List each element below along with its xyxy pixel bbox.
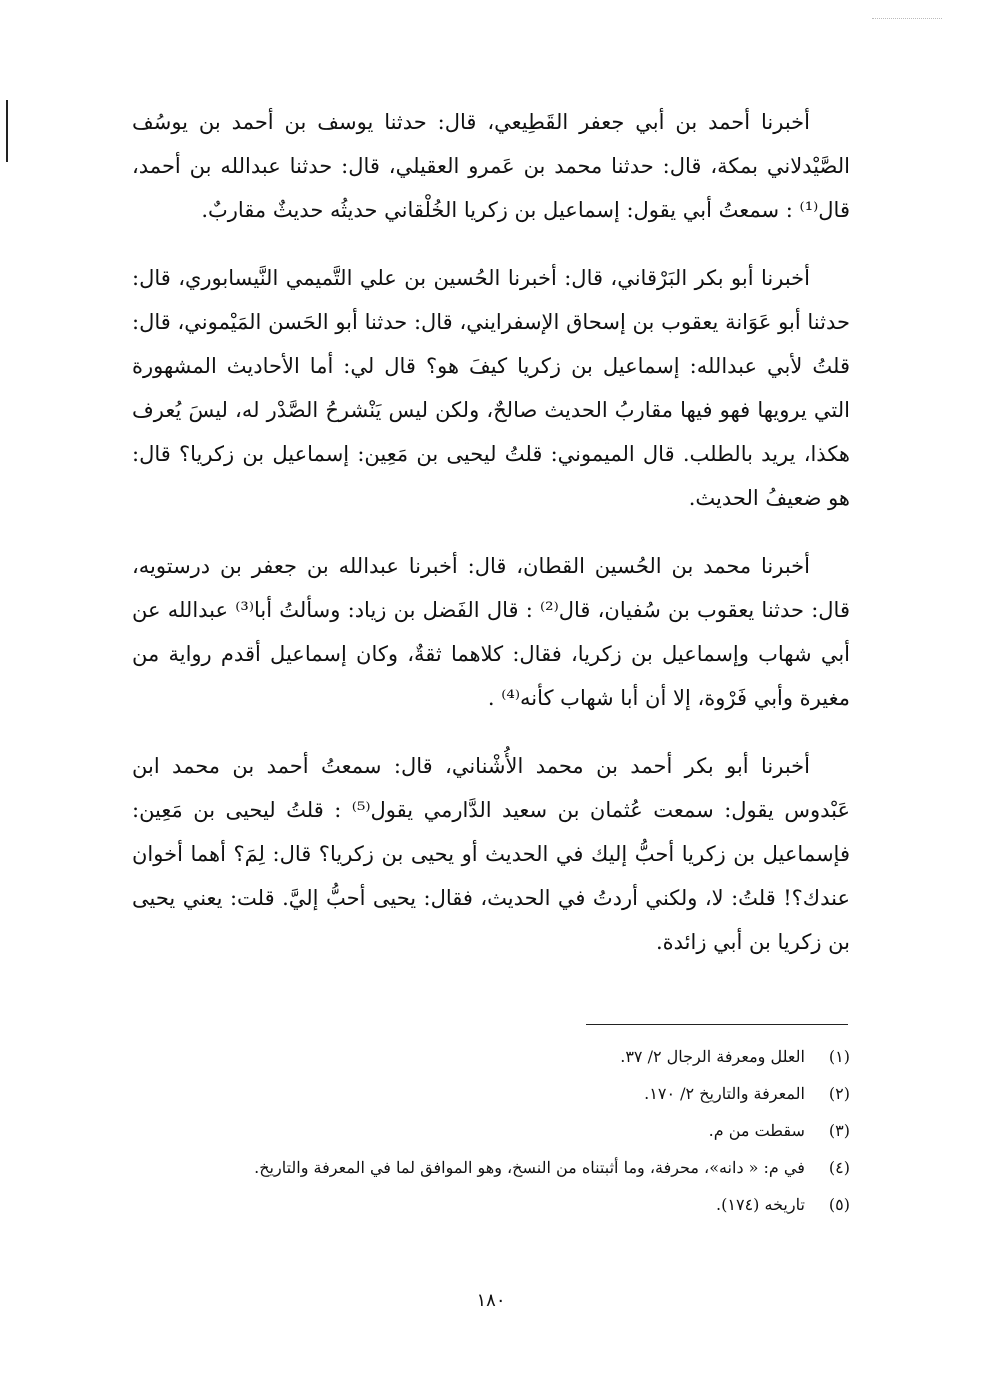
paragraph-3: أخبرنا محمد بن الحُسين القطان، قال: أخبرنا عبدالله بن جعفر بن درستويه، قال: حدثنا يعقوب بن سُفيان، قال⁽²⁾ : قال الفَضل بن زياد: وسألتُ أبا⁽³⁾ عبدالله عن أبي شهاب وإسماعيل بن زكريا، فقال: كلاهما ثقةٌ، وكان إسماعيل أقدم رواية من مغيرة وأبي فَرْوة، إلا أن أبا شهاب كأنه⁽⁴⁾ . <box>132 554 850 710</box>
footnote-number: (٢) <box>828 1084 850 1103</box>
page-number: ١٨٠ <box>476 1290 506 1311</box>
footnote-text: المعرفة والتاريخ ٢/ ١٧٠. <box>644 1084 805 1103</box>
footnote-number: (٥) <box>828 1195 850 1214</box>
margin-bar <box>6 100 8 162</box>
footnote-text: سقطت من م. <box>708 1121 805 1140</box>
footnote-separator <box>586 1024 848 1025</box>
main-text <box>132 100 850 988</box>
paragraph-2: أخبرنا أبو بكر البَرْقاني، قال: أخبرنا الحُسين بن علي التَّميمي النَّيسابوري، قال: حدثنا أبو عَوَانة يعقوب بن إسحاق الإسفرايني، قال: حدثنا أبو الحَسن المَيْموني، قال: قلتُ لأبي عبدالله: إسماعيل بن زكريا كيفَ هو؟ قال لي: أما الأحاديث المشهورة التي يرويها فهو فيها مقاربُ الحديث صالحٌ، ولكن ليس يَنْشرحُ الصَّدْر له، ليسَ يُعرف هكذا، يريد بالطلب. قال الميموني: قلتُ ليحيى بن مَعِين: إسماعيل بن زكريا؟ قال: هو ضعيفُ الحديث. <box>132 266 851 510</box>
footnote-text: في م: « دانه»، محرفة، وما أثبتناه من النسخ، وهو الموافق لما في المعرفة والتاريخ. <box>254 1158 805 1177</box>
paragraph-4: أخبرنا أبو بكر أحمد بن محمد الأُشْناني، قال: سمعتُ أحمد بن محمد ابن عَبْدوس يقول: سمعت عُثمان بن سعيد الدَّارمي يقول⁽⁵⁾ : قلتُ ليحيى بن مَعِين: فإسماعيل بن زكريا أحبُّ إليك في الحديث أو يحيى بن زكريا؟ قال: لِمَ؟ أهما أخوان عندك؟! قلتُ: لا، ولكني أردتُ في الحديث، فقال: يحيى أحبُّ إليَّ. قلت: يعني يحيى بن زكريا بن أبي زائدة. <box>132 754 850 954</box>
footnote-2 <box>132 1075 850 1112</box>
footnote-text: العلل ومعرفة الرجال ٢/ ٣٧. <box>620 1047 805 1066</box>
paragraph-1: أخبرنا أحمد بن أبي جعفر القَطِيعي، قال: حدثنا يوسف بن أحمد بن يوسُف الصَّيْدلاني بمكة، قال: حدثنا محمد بن عَمرو العقيلي، قال: حدثنا عبدالله بن أحمد، قال⁽¹⁾ : سمعتُ أبي يقول: إسماعيل بن زكريا الخُلْقاني حديثُه حديثٌ مقاربٌ. <box>132 110 850 222</box>
footnote-number: (١) <box>828 1047 850 1066</box>
footnote-number: (٤) <box>828 1158 850 1177</box>
footnote-number: (٣) <box>828 1121 850 1140</box>
footnotes <box>132 1038 850 1223</box>
footnote-4 <box>132 1149 850 1186</box>
footnote-3 <box>132 1112 850 1149</box>
footnote-1 <box>132 1038 850 1075</box>
footnote-text: تاريخه (١٧٤). <box>716 1195 805 1214</box>
scan-corner-mark <box>872 0 942 19</box>
footnote-5 <box>132 1186 850 1223</box>
